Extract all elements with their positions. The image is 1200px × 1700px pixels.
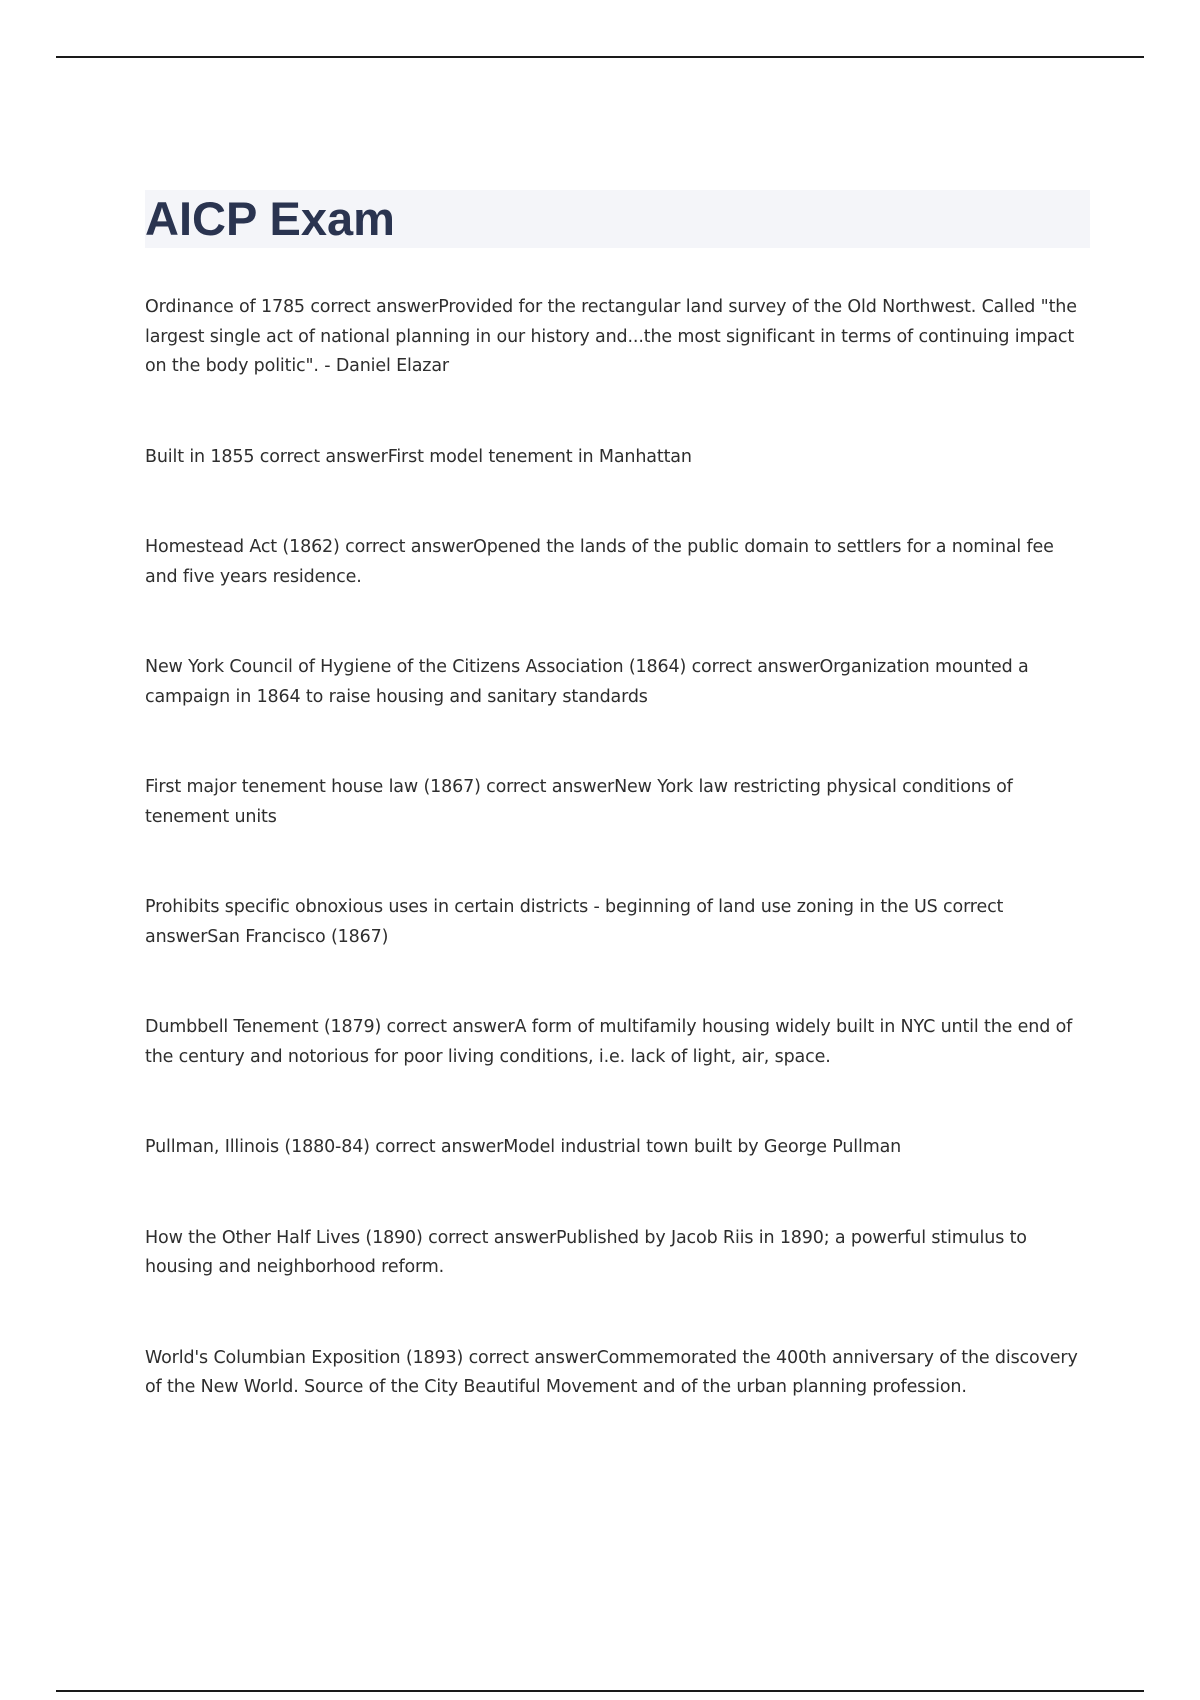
entry-tenement-house-law: First major tenement house law (1867) correct answerNew York law restricting physical conditions of tenement units	[145, 777, 1013, 827]
entry-pullman-illinois: Pullman, Illinois (1880-84) correct answerModel industrial town built by George Pullman	[145, 1137, 902, 1157]
footer-divider	[56, 1690, 1144, 1692]
entry-san-francisco-zoning: Prohibits specific obnoxious uses in certain districts - beginning of land use zoning in the US correct answerSan Francisco (1867)	[145, 897, 1004, 947]
entry-ordinance-1785: Ordinance of 1785 correct answerProvided for the rectangular land survey of the Old Northwest. Called "the largest single act of national planning in our history and...the most significant in terms of continuing impact on the body politic". - Daniel Elazar	[145, 297, 1077, 376]
entry-columbian-exposition: World's Columbian Exposition (1893) correct answerCommemorated the 400th anniversary of the discovery of the New World. Source of the City Beautiful Movement and of the urban planning profession.	[145, 1347, 1078, 1397]
entry-homestead-act: Homestead Act (1862) correct answerOpened the lands of the public domain to settlers for a nominal fee and five years residence.	[145, 537, 1054, 587]
page-title: AICP Exam	[145, 192, 395, 245]
entry-dumbbell-tenement: Dumbbell Tenement (1879) correct answerA form of multifamily housing widely built in NYC until the end of the century and notorious for poor living conditions, i.e. lack of light, air, space.	[145, 1017, 1073, 1067]
entry-built-1855: Built in 1855 correct answerFirst model tenement in Manhattan	[145, 446, 692, 467]
entry-other-half-lives: How the Other Half Lives (1890) correct answerPublished by Jacob Riis in 1890; a powerful stimulus to housing and neighborhood reform.	[145, 1227, 1027, 1277]
entry-council-of-hygiene: New York Council of Hygiene of the Citizens Association (1864) correct answerOrganization mounted a campaign in 1864 to raise housing and sanitary standards	[145, 657, 1029, 707]
header-divider	[56, 56, 1144, 58]
entry-list	[145, 293, 1090, 1464]
